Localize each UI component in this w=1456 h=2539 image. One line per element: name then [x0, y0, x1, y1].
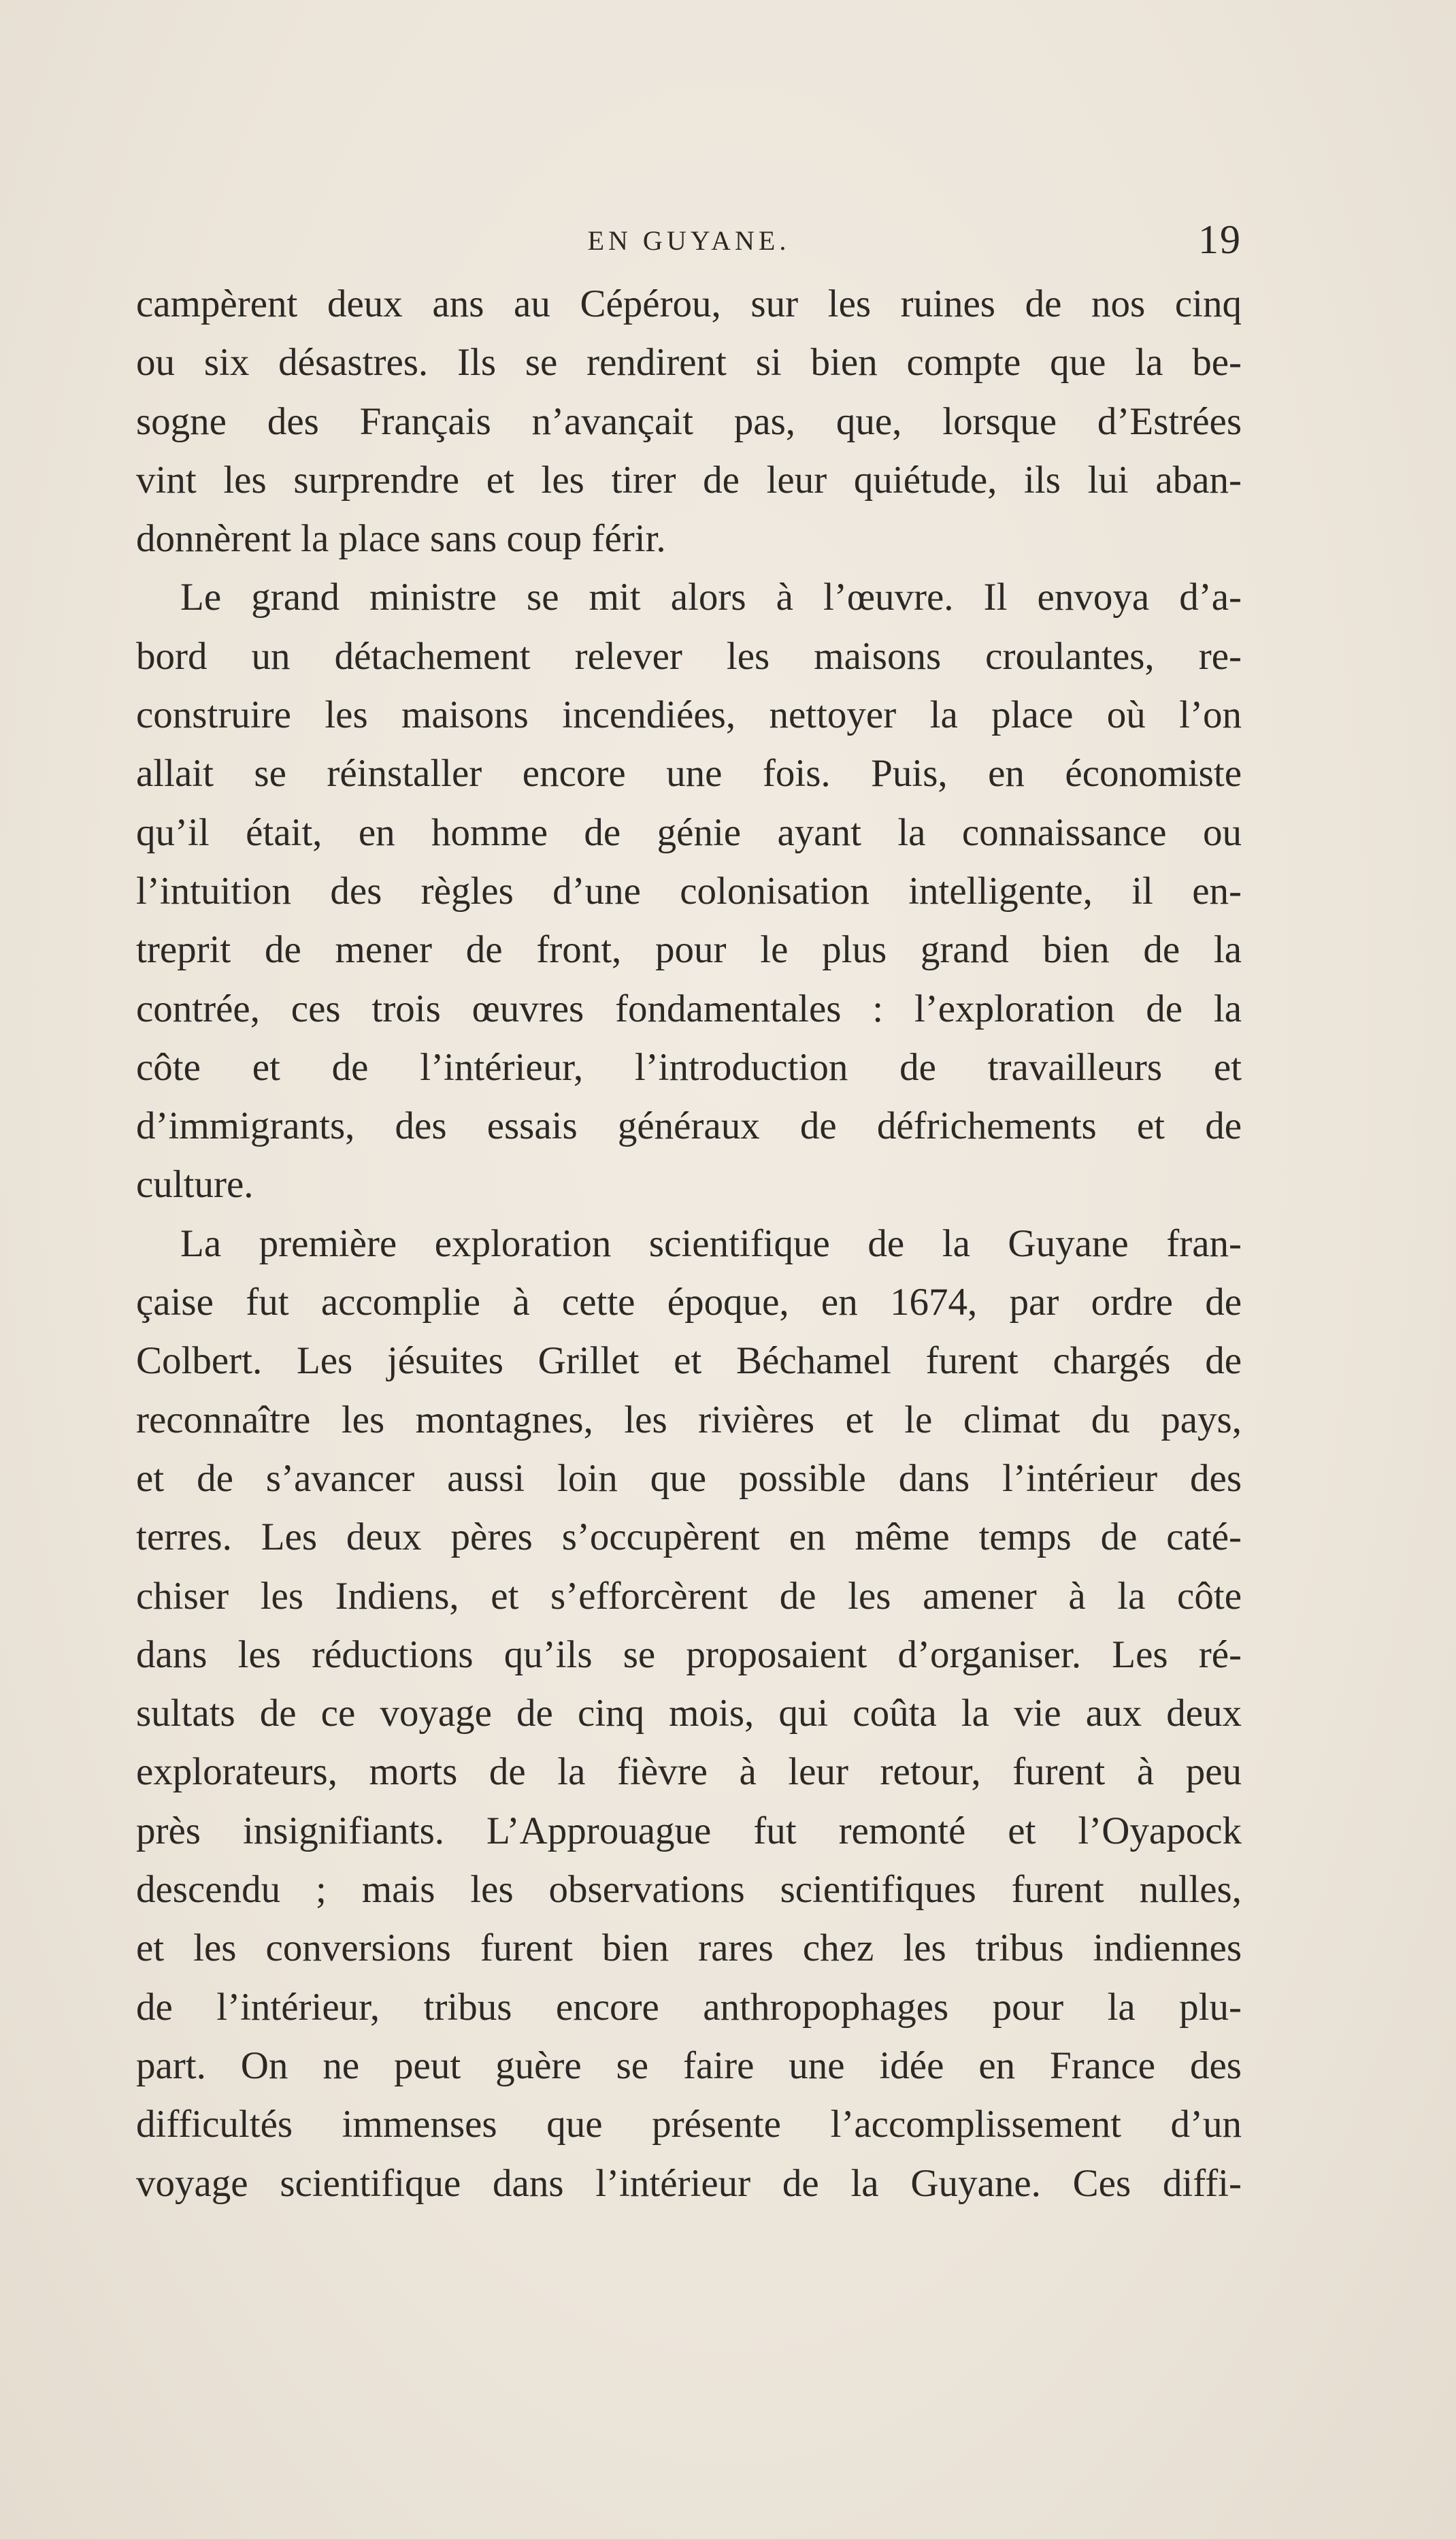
text-line: treprit de mener de front, pour le plus grand bien de la	[136, 928, 1242, 972]
text-line: l’intuition des règles d’une colonisation intelligente, il en-	[136, 869, 1242, 913]
text-line: çaise fut accomplie à cette époque, en 1674, par ordre de	[136, 1281, 1242, 1324]
text-line: chiser les Indiens, et s’efforcèrent de les amener à la côte	[136, 1574, 1242, 1618]
text-line: d’immigrants, des essais généraux de défrichements et de	[136, 1104, 1242, 1148]
text-line: allait se réinstaller encore une fois. Puis, en économiste	[136, 752, 1242, 796]
text-line: sogne des Français n’avançait pas, que, lorsque d’Estrées	[136, 399, 1242, 443]
text-line: reconnaître les montagnes, les rivières et le climat du pays,	[136, 1398, 1242, 1441]
text-line: de l’intérieur, tribus encore anthropophages pour la plu-	[136, 1985, 1242, 2029]
text-line: terres. Les deux pères s’occupèrent en même temps de caté-	[136, 1516, 1242, 1559]
text-line: La première exploration scientifique de la Guyane fran-	[180, 1222, 1242, 1265]
text-line: près insignifiants. L’Approuague fut remonté et l’Oyapock	[136, 1809, 1242, 1852]
text-line: bord un détachement relever les maisons croulantes, re-	[136, 634, 1242, 678]
text-line: et les conversions furent bien rares chez les tribus indiennes	[136, 1927, 1242, 1970]
text-line: explorateurs, morts de la fièvre à leur retour, furent à peu	[136, 1750, 1242, 1794]
page-number: 19	[1198, 217, 1242, 262]
text-line: part. On ne peut guère se faire une idée en France des	[136, 2044, 1242, 2087]
text-line: campèrent deux ans au Cépérou, sur les ruines de nos cinq	[136, 282, 1242, 325]
text-line: donnèrent la place sans coup férir.	[136, 517, 666, 561]
page-header	[136, 216, 1242, 271]
text-line: Le grand ministre se mit alors à l’œuvre. Il envoya d’a-	[180, 576, 1242, 619]
text-line: sultats de ce voyage de cinq mois, qui coûta la vie aux deux	[136, 1692, 1242, 1735]
text-line: Colbert. Les jésuites Grillet et Béchamel furent chargés de	[136, 1339, 1242, 1383]
body-text	[136, 275, 1242, 2213]
text-line: ou six désastres. Ils se rendirent si bien compte que la be-	[136, 341, 1242, 384]
text-line: construire les maisons incendiées, nettoyer la place où l’on	[136, 693, 1242, 737]
running-title: EN GUYANE.	[587, 225, 791, 256]
text-line: et de s’avancer aussi loin que possible dans l’intérieur des	[136, 1456, 1242, 1500]
text-line: côte et de l’intérieur, l’introduction de travailleurs et	[136, 1045, 1242, 1089]
text-line: vint les surprendre et les tirer de leur quiétude, ils lui aban-	[136, 458, 1242, 502]
text-line: dans les réductions qu’ils se proposaient d’organiser. Les ré-	[136, 1633, 1242, 1676]
text-line: voyage scientifique dans l’intérieur de la Guyane. Ces diffi-	[136, 2161, 1242, 2205]
text-line: qu’il était, en homme de génie ayant la connaissance ou	[136, 810, 1242, 854]
text-line: contrée, ces trois œuvres fondamentales : l’exploration de la	[136, 987, 1242, 1030]
text-line: difficultés immenses que présente l’accomplissement d’un	[136, 2103, 1242, 2146]
text-line: culture.	[136, 1163, 254, 1207]
text-line: descendu ; mais les observations scientifiques furent nulles,	[136, 1868, 1242, 1912]
